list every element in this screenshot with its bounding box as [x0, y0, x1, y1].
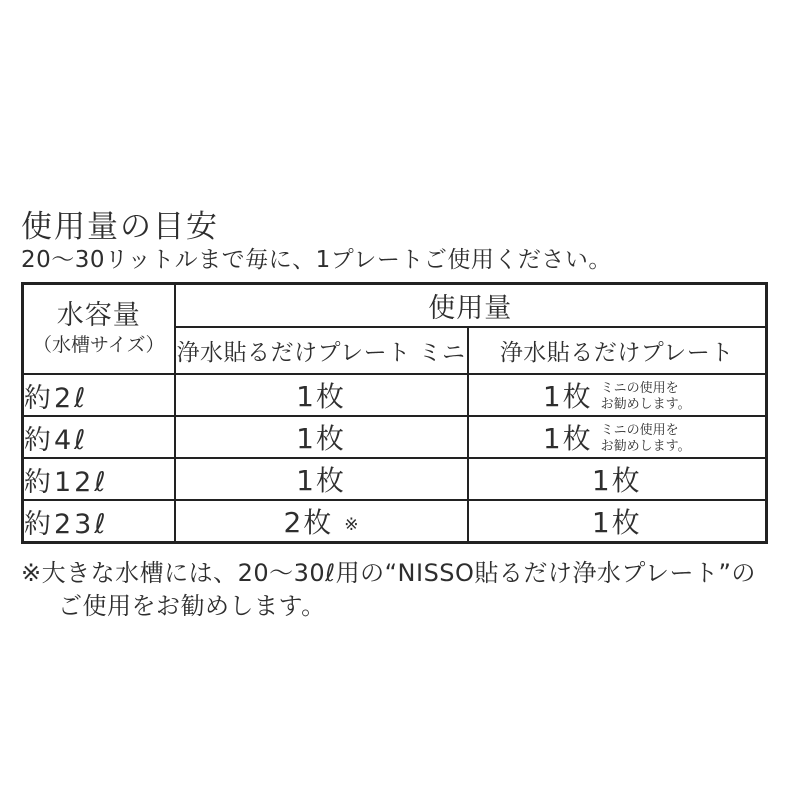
- count-value: 2枚: [283, 506, 334, 539]
- note-line-1: ミニの使用を: [600, 380, 679, 396]
- note-line-1: ミニの使用を: [600, 422, 679, 438]
- table-row-23l: [23, 500, 767, 543]
- regular-count-cell: [468, 416, 767, 458]
- capacity-cell: 約4ℓ: [23, 416, 175, 458]
- header-product-mini: 浄水貼るだけプレート ミニ: [175, 327, 468, 374]
- footnote-line-2: ご使用をお勧めします。: [58, 592, 326, 620]
- usage-table: [21, 282, 768, 544]
- section-subtitle: 20～30リットルまで毎に、1プレートご使用ください。: [21, 247, 612, 273]
- table-header-row-1: [23, 284, 767, 328]
- header-water-capacity: [23, 284, 175, 375]
- section-title: 使用量の目安: [21, 209, 219, 245]
- header-usage-amount: 使用量: [175, 284, 767, 328]
- table-row-4l: [23, 416, 767, 458]
- note-line-2: お勧めします。: [600, 438, 691, 454]
- count-with-note: [469, 417, 766, 457]
- regular-count-cell: [468, 374, 767, 416]
- mini-count-cell: [175, 500, 468, 543]
- note-line-2: お勧めします。: [600, 396, 691, 412]
- header-product-regular: 浄水貼るだけプレート: [468, 327, 767, 374]
- header-water-capacity-label: 水容量: [56, 300, 141, 331]
- reference-mark-icon: ※: [344, 515, 359, 535]
- table-row-12l: [23, 458, 767, 500]
- capacity-cell: 約12ℓ: [23, 458, 175, 500]
- mini-count-cell: 1枚: [175, 416, 468, 458]
- capacity-cell: 約23ℓ: [23, 500, 175, 543]
- count-value: 1枚: [542, 422, 593, 455]
- mini-recommendation-note: [601, 423, 691, 455]
- footnote-line-1: ※大きな水槽には、20～30ℓ用の“NISSO貼るだけ浄水プレート”の: [21, 559, 756, 587]
- usage-guide-section: [21, 210, 766, 623]
- capacity-cell: 約2ℓ: [23, 374, 175, 416]
- count-value: 1枚: [542, 380, 593, 413]
- mini-count-cell: 1枚: [175, 374, 468, 416]
- mini-count-cell: 1枚: [175, 458, 468, 500]
- table-row-2l: [23, 374, 767, 416]
- regular-count-cell: 1枚: [468, 500, 767, 543]
- footnote: [21, 557, 766, 623]
- header-tank-size-label: （水槽サイズ）: [33, 334, 165, 356]
- mini-recommendation-note: [601, 381, 691, 413]
- count-with-note: [469, 375, 766, 415]
- regular-count-cell: 1枚: [468, 458, 767, 500]
